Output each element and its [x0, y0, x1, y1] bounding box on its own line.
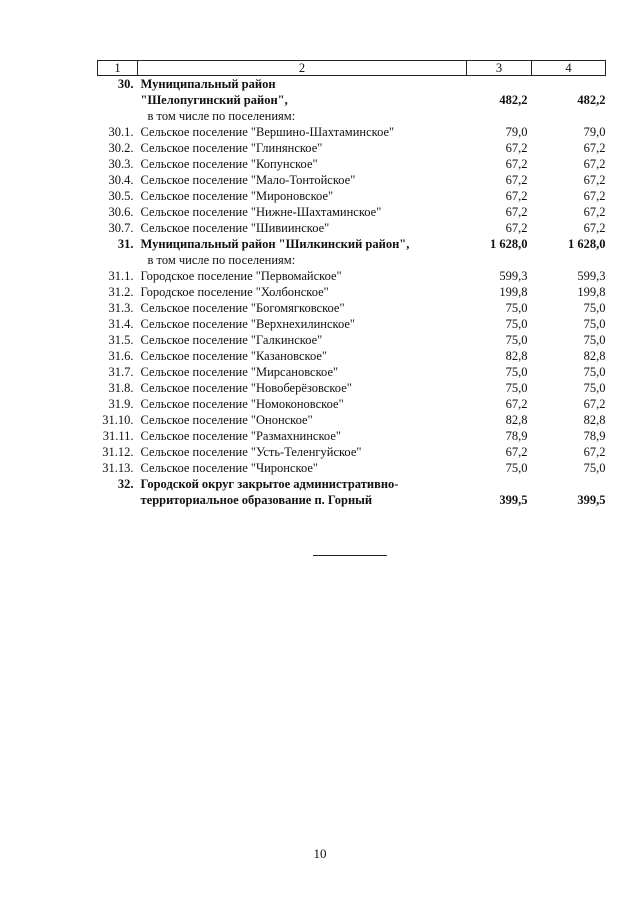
row-value-col4: 75,0 [583, 301, 606, 315]
table-row [98, 140, 606, 156]
row-value-col4: 482,2 [577, 93, 606, 107]
header-row [98, 61, 606, 76]
row-value-col4 [532, 108, 606, 124]
row-value-col3: 75,0 [505, 317, 528, 331]
row-number: 31.13. [102, 461, 134, 475]
table-body [98, 76, 606, 509]
table-row [98, 268, 606, 284]
table-row [98, 380, 606, 396]
row-value-col4: 82,8 [583, 413, 606, 427]
row-name: Сельское поселение "Вершино-Шахтаминское" [140, 125, 395, 139]
row-name: Сельское поселение "Верхнехилинское" [140, 317, 356, 331]
row-value-col4: 75,0 [583, 333, 606, 347]
row-number: 31.7. [108, 365, 134, 379]
row-name: Сельское поселение "Мироновское" [140, 189, 334, 203]
row-value-col3: 82,8 [505, 413, 528, 427]
row-name: Муниципальный район [140, 77, 276, 91]
row-name: Сельское поселение "Чиронское" [140, 461, 319, 475]
row-name: Сельское поселение "Нижне-Шахтаминское" [140, 205, 382, 219]
row-number: 31.5. [108, 333, 134, 347]
row-value-col3: 79,0 [505, 125, 528, 139]
table-row [98, 492, 606, 508]
row-value-col3: 67,2 [505, 205, 528, 219]
row-name: Городское поселение "Первомайское" [140, 269, 342, 283]
row-value-col3: 67,2 [505, 141, 528, 155]
row-value-col3 [467, 108, 532, 124]
row-number: 31.2. [108, 285, 134, 299]
row-value-col4 [532, 476, 606, 492]
row-value-col3: 75,0 [505, 301, 528, 315]
row-value-col4: 67,2 [583, 445, 606, 459]
row-name: Городское поселение "Холбонское" [140, 285, 329, 299]
row-number: 31.10. [102, 413, 134, 427]
row-value-col3 [467, 476, 532, 492]
table-row [98, 252, 606, 268]
row-name: Сельское поселение "Галкинское" [140, 333, 323, 347]
row-name: Сельское поселение "Шивиинское" [140, 221, 330, 235]
table-row [98, 364, 606, 380]
row-number [98, 252, 138, 268]
row-value-col4: 67,2 [583, 141, 606, 155]
row-value-col4: 67,2 [583, 205, 606, 219]
row-value-col3: 67,2 [505, 173, 528, 187]
row-value-col4: 79,0 [583, 125, 606, 139]
row-name: Сельское поселение "Мирсановское" [140, 365, 339, 379]
row-value-col4: 67,2 [583, 221, 606, 235]
row-value-col4: 67,2 [583, 189, 606, 203]
row-number: 30.3. [108, 157, 134, 171]
row-value-col3: 75,0 [505, 333, 528, 347]
row-value-col4: 67,2 [583, 397, 606, 411]
row-name: Городской округ закрытое административно- [140, 477, 399, 491]
header-col-4: 4 [532, 61, 606, 76]
table-row [98, 76, 606, 93]
table-row [98, 92, 606, 108]
table-row [98, 188, 606, 204]
row-value-col4: 67,2 [583, 157, 606, 171]
row-value-col4: 82,8 [583, 349, 606, 363]
row-number: 30. [117, 77, 134, 91]
row-name: территориальное образование п. Горный [140, 493, 373, 507]
row-value-col3: 78,9 [505, 429, 528, 443]
row-value-col3: 1 628,0 [490, 237, 528, 251]
table-row [98, 444, 606, 460]
row-value-col3: 199,8 [499, 285, 528, 299]
row-name: Сельское поселение "Мало-Тонтойское" [140, 173, 356, 187]
row-number: 31.1. [108, 269, 134, 283]
row-value-col4: 1 628,0 [568, 237, 606, 251]
row-name: Сельское поселение "Глинянское" [140, 141, 323, 155]
table-row [98, 428, 606, 444]
table-row [98, 332, 606, 348]
row-value-col3: 599,3 [499, 269, 528, 283]
row-name: Сельское поселение "Номоконовское" [140, 397, 344, 411]
row-number: 31.3. [108, 301, 134, 315]
row-name: в том числе по поселениям: [147, 109, 296, 123]
row-number: 31.11. [102, 429, 134, 443]
table-row [98, 124, 606, 140]
table-row [98, 204, 606, 220]
table-row [98, 316, 606, 332]
row-name: "Шелопугинский район", [140, 93, 288, 107]
row-value-col3: 82,8 [505, 349, 528, 363]
row-name: Сельское поселение "Казановское" [140, 349, 327, 363]
header-col-1: 1 [98, 61, 138, 76]
table-row [98, 284, 606, 300]
row-value-col4: 67,2 [583, 173, 606, 187]
row-number: 30.7. [108, 221, 134, 235]
row-value-col3: 482,2 [499, 93, 528, 107]
row-number [98, 92, 138, 108]
row-value-col4: 199,8 [577, 285, 606, 299]
row-number: 31. [117, 237, 134, 251]
row-number: 32. [117, 477, 134, 491]
table-row [98, 156, 606, 172]
row-value-col4: 78,9 [583, 429, 606, 443]
table-header [98, 61, 606, 76]
header-col-2: 2 [138, 61, 467, 76]
row-number: 30.1. [108, 125, 134, 139]
row-value-col4 [532, 252, 606, 268]
row-name: в том числе по поселениям: [147, 253, 296, 267]
row-name: Сельское поселение "Размахнинское" [140, 429, 341, 443]
row-value-col3: 399,5 [499, 493, 528, 507]
row-number: 30.6. [108, 205, 134, 219]
page-number: 10 [313, 846, 327, 861]
row-name: Сельское поселение "Ононское" [140, 413, 313, 427]
row-value-col3: 75,0 [505, 461, 528, 475]
closing-rule [313, 555, 387, 556]
row-value-col4: 399,5 [577, 493, 606, 507]
row-value-col4: 75,0 [583, 317, 606, 331]
row-value-col4 [532, 76, 606, 93]
row-name: Сельское поселение "Копунское" [140, 157, 318, 171]
table-row [98, 476, 606, 492]
table-row [98, 348, 606, 364]
table-row [98, 220, 606, 236]
row-value-col3: 75,0 [505, 365, 528, 379]
budget-table [97, 60, 606, 508]
row-name: Сельское поселение "Усть-Теленгуйское" [140, 445, 362, 459]
row-number: 31.12. [102, 445, 134, 459]
table-row [98, 236, 606, 252]
row-name: Сельское поселение "Богомягковское" [140, 301, 345, 315]
row-value-col4: 75,0 [583, 381, 606, 395]
row-value-col3 [467, 76, 532, 93]
row-value-col4: 599,3 [577, 269, 606, 283]
row-number: 30.4. [108, 173, 134, 187]
table-row [98, 108, 606, 124]
row-number: 31.8. [108, 381, 134, 395]
row-value-col3: 67,2 [505, 221, 528, 235]
row-value-col4: 75,0 [583, 365, 606, 379]
row-number [98, 492, 138, 508]
row-number: 31.6. [108, 349, 134, 363]
row-number: 30.2. [108, 141, 134, 155]
row-value-col3: 67,2 [505, 445, 528, 459]
table-row [98, 460, 606, 476]
row-number: 31.9. [108, 397, 134, 411]
table-row [98, 300, 606, 316]
row-value-col3: 67,2 [505, 157, 528, 171]
row-name: Сельское поселение "Новоберёзовское" [140, 381, 352, 395]
header-col-3: 3 [467, 61, 532, 76]
row-name: Муниципальный район "Шилкинский район", [140, 237, 410, 251]
row-value-col3: 67,2 [505, 397, 528, 411]
table-row [98, 396, 606, 412]
row-value-col3: 75,0 [505, 381, 528, 395]
table-row [98, 412, 606, 428]
row-number: 31.4. [108, 317, 134, 331]
row-value-col3 [467, 252, 532, 268]
row-value-col4: 75,0 [583, 461, 606, 475]
table-row [98, 172, 606, 188]
row-value-col3: 67,2 [505, 189, 528, 203]
row-number: 30.5. [108, 189, 134, 203]
row-number [98, 108, 138, 124]
